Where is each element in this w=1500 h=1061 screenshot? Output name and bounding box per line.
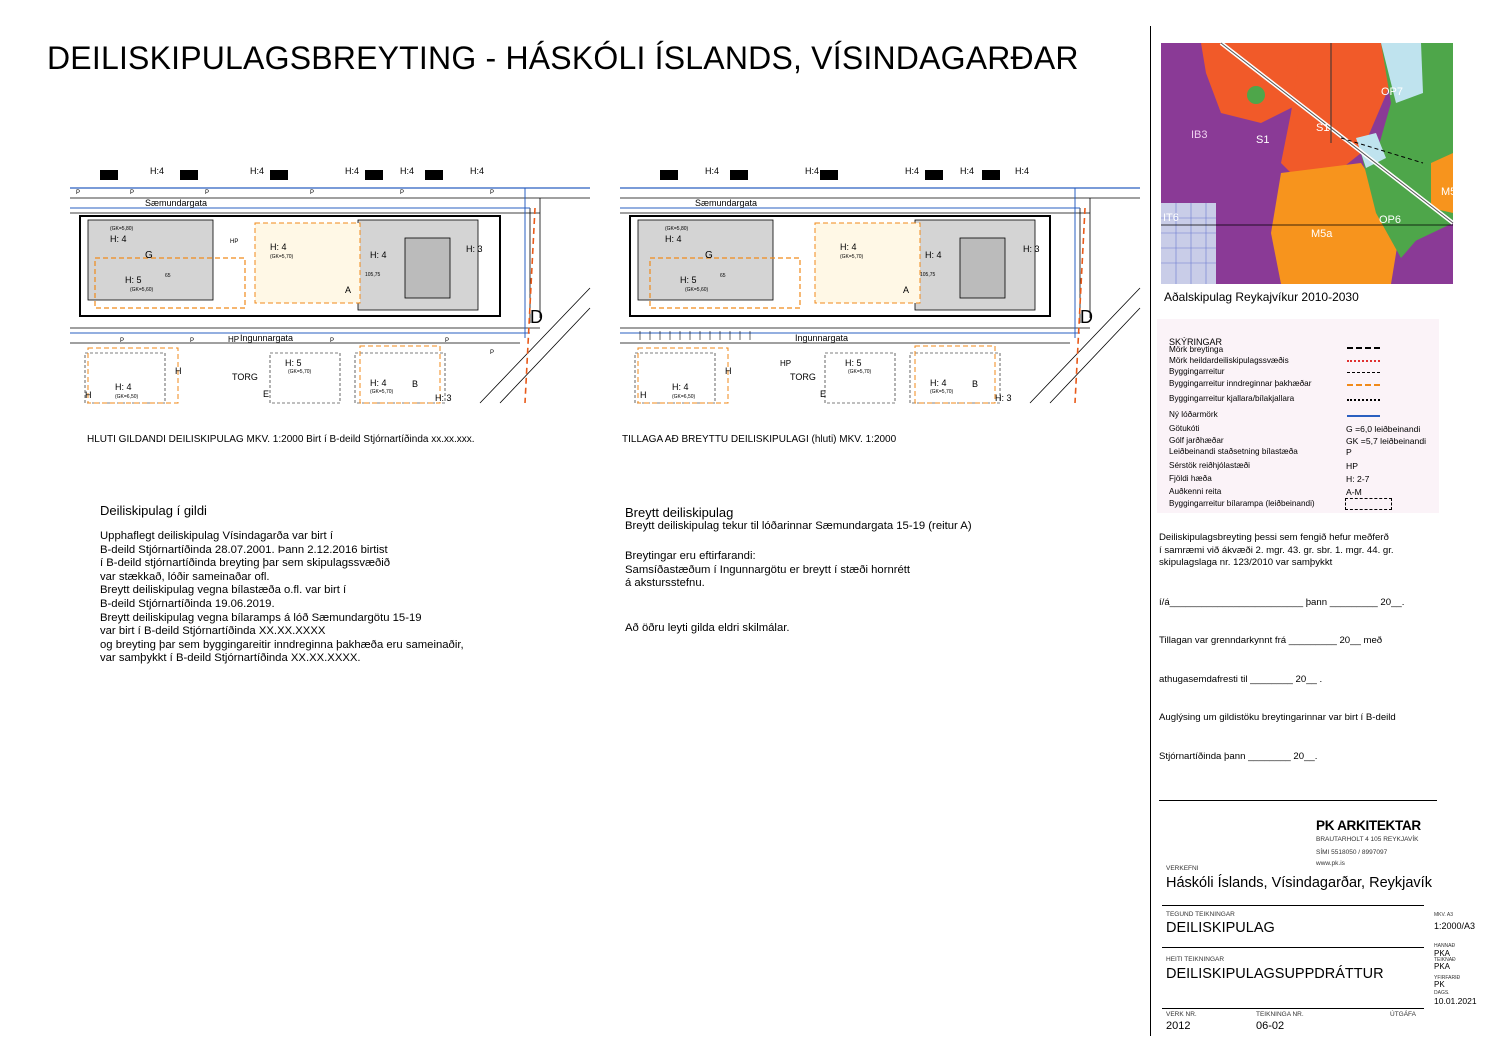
existing-plan-caption: HLUTI GILDANDI DEILISKIPULAG MKV. 1:2000 Birt í B-deild Stjórnartíðinda xx.xx.xxx. <box>87 434 475 445</box>
legend-item-label: Auðkenni reita <box>1169 487 1222 496</box>
svg-text:(GK=5,80): (GK=5,80) <box>665 226 689 232</box>
svg-text:OP6: OP6 <box>1379 214 1402 226</box>
existing-plan-drawing <box>70 168 590 403</box>
svg-text:A: A <box>903 285 910 295</box>
drawing-type: DEILISKIPULAG <box>1166 920 1275 936</box>
text-line: var stækkað, lóðir sameinaðar ofl. <box>100 570 270 583</box>
master-plan-caption: Aðalskipulag Reykajvíkur 2010-2030 <box>1164 290 1359 304</box>
svg-text:H:4: H:4 <box>960 166 975 176</box>
svg-text:H:4: H:4 <box>150 166 165 176</box>
svg-text:H: 4: H: 4 <box>840 242 857 252</box>
legend-item-value: A-M <box>1346 487 1362 497</box>
legend-item-label: Byggingarreitur bílarampa (leiðbeinandi) <box>1169 499 1315 508</box>
svg-text:G: G <box>145 250 153 261</box>
legend-basement-symbol <box>1347 399 1380 401</box>
approval-intro-line: Deiliskipulagsbreyting þessi sem fengið hefur meðferð <box>1159 532 1389 543</box>
page-title: DEILISKIPULAGSBREYTING - HÁSKÓLI ÍSLANDS, VÍSINDAGARÐAR <box>47 40 1079 76</box>
designed-value: PKA <box>1434 949 1451 958</box>
master-plan-drawing <box>1161 43 1457 284</box>
svg-text:H: 4: H: 4 <box>270 242 287 252</box>
job-number-label: VERK NR. <box>1166 1011 1197 1018</box>
svg-text:(GK=6,50): (GK=6,50) <box>672 394 696 400</box>
company-phone: SÍMI 5518050 / 8997097 <box>1316 849 1388 856</box>
svg-text:H: 4: H: 4 <box>110 234 127 244</box>
svg-text:HP: HP <box>228 335 240 344</box>
svg-text:H: 4: H: 4 <box>672 382 689 392</box>
svg-text:(GK=5,60): (GK=5,60) <box>685 287 709 293</box>
sheet-divider <box>1150 26 1151 1036</box>
legend-item-label: Byggingarreitur inndreginnar þakhæðar <box>1169 379 1312 388</box>
svg-text:S1: S1 <box>1256 134 1270 146</box>
svg-text:(GK=6,50): (GK=6,50) <box>115 394 139 400</box>
svg-text:(GK=5,70): (GK=5,70) <box>840 254 864 260</box>
svg-text:(GK=5,70): (GK=5,70) <box>288 369 312 375</box>
svg-text:A: A <box>345 285 352 295</box>
legend-item-label: Byggingarreitur kjallara/bílakjallara <box>1169 394 1295 403</box>
title-block-divider <box>1162 947 1424 948</box>
approval-line-4: Auglýsing um gildistöku breytingarinnar var birt í B-deild <box>1159 712 1396 723</box>
legend-item-label: Mörk breytinga <box>1169 345 1224 354</box>
svg-text:P: P <box>130 190 135 196</box>
drawing-number-label: TEIKNINGA NR. <box>1256 1011 1304 1018</box>
svg-text:H:4: H:4 <box>705 166 720 176</box>
svg-text:H:4: H:4 <box>1015 166 1030 176</box>
svg-text:P: P <box>330 338 335 344</box>
svg-text:(GK=5,80): (GK=5,80) <box>110 226 134 232</box>
svg-text:HP: HP <box>780 359 792 368</box>
svg-text:P: P <box>76 190 81 196</box>
svg-text:OP7: OP7 <box>1381 86 1404 98</box>
svg-text:P: P <box>120 338 125 344</box>
svg-text:Sæmundargata: Sæmundargata <box>695 198 758 208</box>
drawing-number: 06-02 <box>1256 1020 1285 1032</box>
changes-title: Breytingar eru eftirfarandi: <box>625 550 756 562</box>
legend-item-label: Leiðbeinandi staðsetning bílastæða <box>1169 447 1298 456</box>
svg-text:(GK=5,60): (GK=5,60) <box>130 287 154 293</box>
legend-item-label: Ný lóðarmörk <box>1169 410 1218 419</box>
svg-text:TORG: TORG <box>232 372 258 382</box>
change-line: Samsíðastæðum í Ingunnargötu er breytt í stæði hornrétt <box>625 563 911 576</box>
svg-text:IT6: IT6 <box>1163 212 1179 224</box>
proposed-plan-intro: Breytt deiliskipulag tekur til lóðarinnar Sæmundargata 15-19 (reitur A) <box>625 520 972 532</box>
svg-text:H:4: H:4 <box>905 166 920 176</box>
svg-text:P: P <box>490 190 495 196</box>
drawing-name: DEILISKIPULAGSUPPDRÁTTUR <box>1166 966 1384 982</box>
legend-item-value: P <box>1346 447 1352 457</box>
svg-text:(GK=5,70): (GK=5,70) <box>270 254 294 260</box>
text-line: var birt í B-deild Stjórnartíðinda XX.XX.XXXX <box>100 625 326 638</box>
svg-text:HP: HP <box>230 239 239 245</box>
svg-text:D: D <box>530 307 543 327</box>
svg-text:105,75: 105,75 <box>365 272 381 278</box>
svg-text:Ingunnargata: Ingunnargata <box>795 333 849 343</box>
existing-plan-text <box>100 530 464 666</box>
svg-text:P: P <box>445 338 450 344</box>
company-logo: PK ARKITEKTAR <box>1316 818 1421 833</box>
svg-text:M5: M5 <box>1441 186 1457 198</box>
project-name: Háskóli Íslands, Vísindagarðar, Reykjavík <box>1166 875 1432 891</box>
legend-item-value: GK =5,7 leiðbeinandi <box>1346 436 1427 446</box>
drawn-value: PKA <box>1434 962 1451 971</box>
changes-list <box>625 550 910 591</box>
text-line: í B-deild stjórnartíðinda breyting þar sem skipulagssvæðið <box>100 557 391 570</box>
existing-plan-map <box>70 168 590 403</box>
svg-text:H:4: H:4 <box>470 166 485 176</box>
svg-text:(GK=5,70): (GK=5,70) <box>848 369 872 375</box>
approval-intro <box>1159 532 1394 570</box>
scale-label: MKV. A3 <box>1434 912 1453 918</box>
legend-item-value: G =6,0 leiðbeinandi <box>1346 424 1421 434</box>
title-block-divider <box>1162 1008 1424 1009</box>
legend-item-label: Gólf jarðhæðar <box>1169 436 1224 445</box>
svg-text:D: D <box>1080 307 1093 327</box>
text-line: var samþykkt í B-deild Stjórnartíðinda XX.XX.XXXX. <box>100 652 361 665</box>
svg-text:IB3: IB3 <box>1191 129 1208 141</box>
date-value: 10.01.2021 <box>1434 996 1477 1006</box>
change-line: á akstursstefnu. <box>625 577 705 590</box>
svg-text:(GK=5,70): (GK=5,70) <box>370 389 394 395</box>
proposed-plan-map <box>620 168 1140 403</box>
svg-text:H: H <box>175 366 182 376</box>
svg-text:H: 5: H: 5 <box>680 275 697 285</box>
legend-item-label: Götukóti <box>1169 424 1200 433</box>
text-line: B-deild Stjórnartíðinda 19.06.2019. <box>100 597 275 610</box>
approval-line-2: Tillagan var grenndarkynnt frá _________ 20__ með <box>1159 635 1383 646</box>
svg-text:H: H <box>725 366 732 376</box>
svg-text:TORG: TORG <box>790 372 816 382</box>
svg-text:65: 65 <box>165 273 171 279</box>
approval-line-3: athugasemdafresti til ________ 20__ . <box>1159 674 1323 685</box>
legend-building-area-symbol <box>1347 372 1380 373</box>
svg-text:H: 3: H: 3 <box>435 393 452 403</box>
legend-roof-floor-symbol <box>1347 384 1380 386</box>
svg-text:H: 4: H: 4 <box>930 378 947 388</box>
svg-text:H:4: H:4 <box>805 166 820 176</box>
svg-text:S1: S1 <box>1316 122 1330 134</box>
project-label: VERKEFNI <box>1166 865 1199 872</box>
edition-label: ÚTGÁFA <box>1390 1011 1417 1018</box>
svg-text:Ingunnargata: Ingunnargata <box>240 333 294 343</box>
text-line: Breytt deiliskipulag vegna bílastæða o.fl. var birt í <box>100 584 347 597</box>
text-line: B-deild Stjórnartíðinda 28.07.2001. Þann 2.12.2016 birtist <box>100 543 388 556</box>
legend-item-value: HP <box>1346 461 1358 471</box>
svg-text:65: 65 <box>720 273 726 279</box>
drawing-type-label: TEGUND TEIKNINGAR <box>1166 911 1235 918</box>
approval-intro-line: í samræmi við ákvæði 2. mgr. 43. gr. sbr. 1. mgr. 44. gr. <box>1159 544 1394 556</box>
proposed-plan-drawing <box>620 168 1140 403</box>
svg-text:Sæmundargata: Sæmundargata <box>145 198 208 208</box>
drawn-label: TEIKNAÐ <box>1434 957 1456 963</box>
svg-text:(GK=5,70): (GK=5,70) <box>930 389 954 395</box>
svg-text:B: B <box>412 379 419 389</box>
svg-text:P: P <box>205 190 210 196</box>
svg-text:E: E <box>820 389 827 399</box>
checked-value: PK <box>1434 980 1445 989</box>
text-line: Upphaflegt deiliskipulag Vísindagarða var birt í <box>100 530 333 542</box>
svg-text:G: G <box>705 250 713 261</box>
company-website: www.pk.is <box>1316 860 1345 867</box>
existing-plan-heading: Deiliskipulag í gildi <box>100 503 207 518</box>
legend-item-label: Sérstök reiðhjólastæði <box>1169 461 1251 470</box>
approval-line-1: í/á_________________________ þann _________ 20__. <box>1159 597 1405 608</box>
checked-label: YFIRFARIÐ <box>1434 975 1461 981</box>
svg-text:P: P <box>310 190 315 196</box>
svg-text:E: E <box>263 389 270 399</box>
svg-text:H: 5: H: 5 <box>845 358 862 368</box>
svg-text:H: 4: H: 4 <box>665 234 682 244</box>
svg-text:H: 4: H: 4 <box>370 250 387 260</box>
legend-item-label: Mörk heildardeiliskipulagssvæðis <box>1169 356 1289 365</box>
svg-text:H: 3: H: 3 <box>995 393 1012 403</box>
legend-plan-boundary-symbol <box>1347 360 1380 362</box>
approval-line-5: Stjórnartíðinda þann ________ 20__. <box>1159 751 1318 762</box>
master-plan-map <box>1161 43 1457 284</box>
svg-text:H:4: H:4 <box>345 166 360 176</box>
legend-item-value: H: 2-7 <box>1346 474 1370 484</box>
text-line: Breytt deiliskipulag vegna bílaramps á lóð Sæmundargötu 15-19 <box>100 611 422 624</box>
svg-text:H: 3: H: 3 <box>1023 244 1040 254</box>
legend-item-label: Byggingarreitur <box>1169 367 1225 376</box>
svg-text:H: 5: H: 5 <box>125 275 142 285</box>
svg-text:M5a: M5a <box>1311 228 1333 240</box>
svg-text:H: 3: H: 3 <box>466 244 483 254</box>
title-block-divider <box>1162 905 1424 906</box>
proposed-plan-heading: Breytt deiliskipulag <box>625 505 734 520</box>
svg-text:H: 4: H: 4 <box>115 382 132 392</box>
svg-text:H:4: H:4 <box>400 166 415 176</box>
legend-ramp-area-symbol <box>1345 498 1392 510</box>
svg-text:H:4: H:4 <box>250 166 265 176</box>
drawing-name-label: HEITI TEIKNINGAR <box>1166 956 1225 963</box>
designed-label: HANNAÐ <box>1434 943 1456 949</box>
approval-intro-line: skipulagslaga nr. 123/2010 var samþykkt <box>1159 557 1333 568</box>
signature-line <box>1159 800 1437 801</box>
job-number: 2012 <box>1166 1020 1191 1032</box>
svg-text:P: P <box>490 350 495 356</box>
svg-text:H: 4: H: 4 <box>370 378 387 388</box>
text-line: og breyting þar sem byggingareitir inndreginna þakhæða eru sameinaðir, <box>100 638 464 651</box>
legend-change-boundary-symbol <box>1347 347 1380 349</box>
other-terms-text: Að öðru leyti gilda eldri skilmálar. <box>625 622 790 634</box>
legend-title: SKÝRINGAR <box>1169 337 1223 347</box>
scale-value: 1:2000/A3 <box>1434 921 1476 931</box>
svg-text:105,75: 105,75 <box>920 272 936 278</box>
legend-new-lot-boundary-symbol <box>1347 415 1380 417</box>
svg-text:H: 4: H: 4 <box>925 250 942 260</box>
svg-text:P: P <box>190 338 195 344</box>
svg-text:P: P <box>400 190 405 196</box>
date-label: DAGS. <box>1434 990 1450 996</box>
svg-text:H: 5: H: 5 <box>285 358 302 368</box>
svg-text:H: H <box>85 390 92 400</box>
proposed-plan-caption: TILLAGA AÐ BREYTTU DEILISKIPULAGI (hluti) MKV. 1:2000 <box>622 434 897 445</box>
legend-item-label: Fjöldi hæða <box>1169 474 1212 483</box>
company-address: BRAUTARHOLT 4 105 REYKJAVÍK <box>1316 836 1419 843</box>
svg-text:B: B <box>972 379 979 389</box>
svg-text:H: H <box>640 390 647 400</box>
